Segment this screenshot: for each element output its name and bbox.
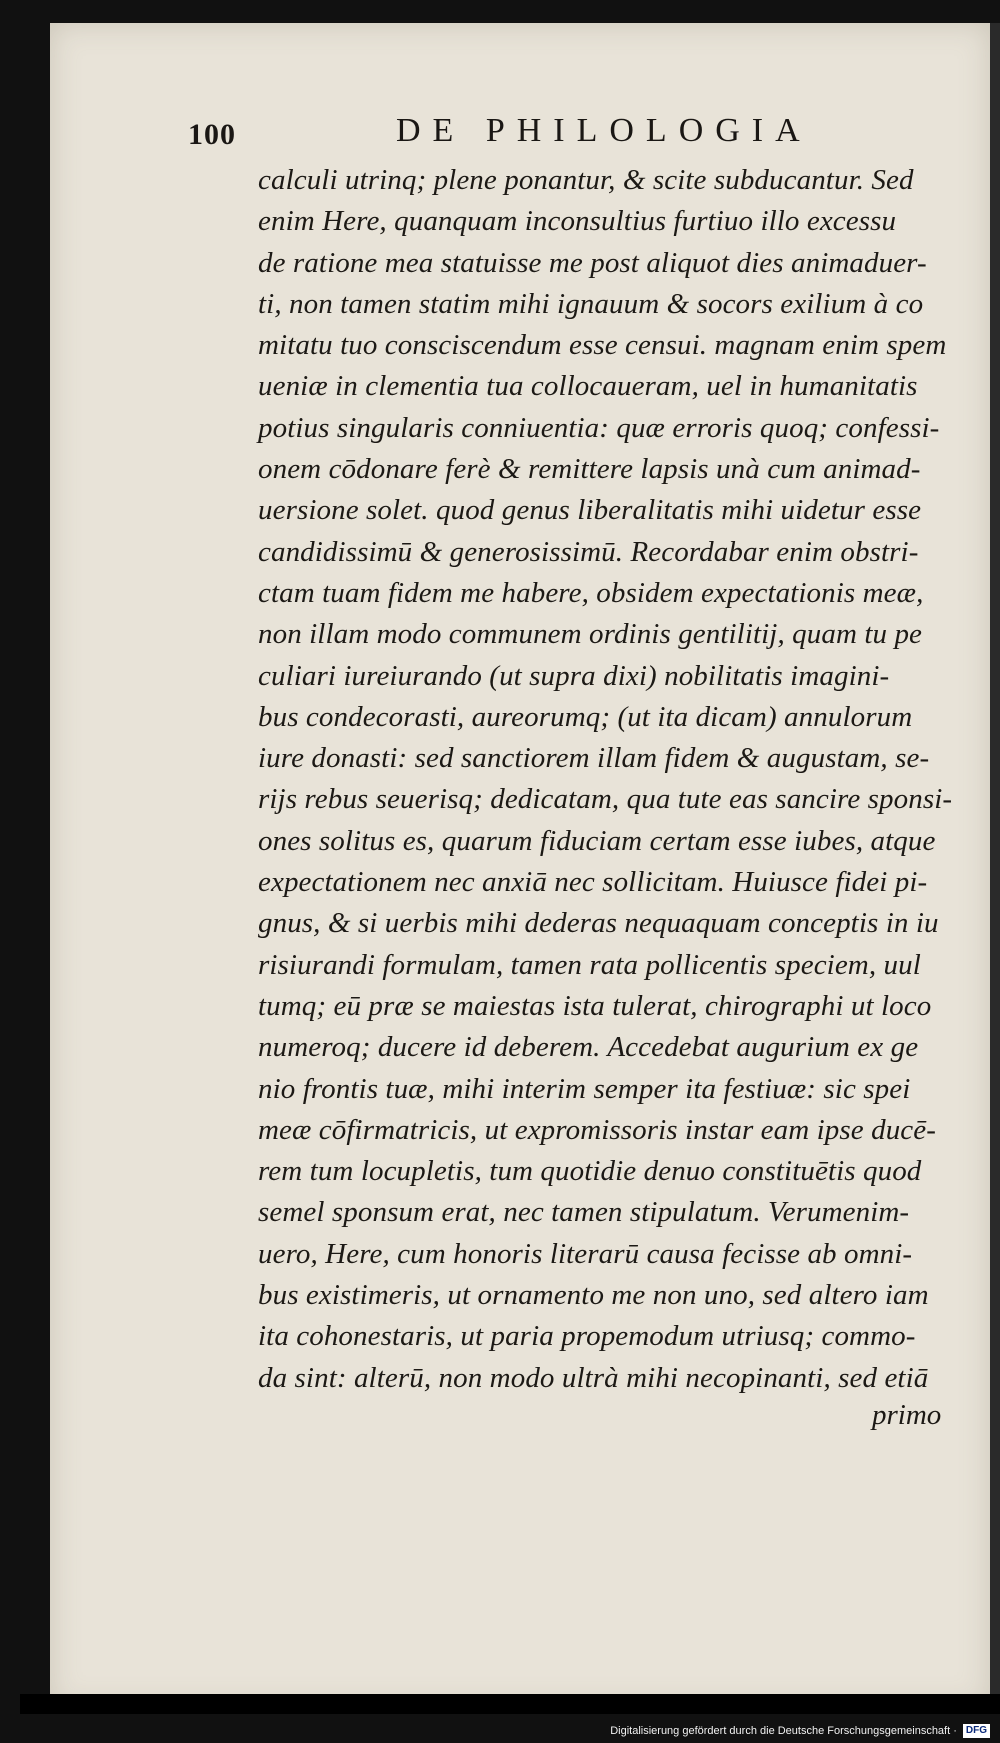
text-line: rijs rebus seuerisq; dedicatam, qua tute eas sancire sponsi- xyxy=(258,783,953,816)
text-line: meæ cōfirmatricis, ut expromissoris instar eam ipse ducē- xyxy=(258,1113,937,1146)
text-line: ueniæ in clementia tua collocaueram, uel in humanitatis xyxy=(258,370,918,403)
text-line: risiurandi formulam, tamen rata pollicentis speciem, uul xyxy=(258,948,921,981)
text-line: onem cōdonare ferè & remittere lapsis unà cum animad- xyxy=(258,453,921,486)
text-line: ctam tuam fidem me habere, obsidem expectationis meæ, xyxy=(258,576,924,609)
credit-text: Digitalisierung gefördert durch die Deutsche Forschungsgemeinschaft · xyxy=(610,1725,957,1737)
text-line: tumq; eū præ se maiestas ista tulerat, chirographi ut loco xyxy=(258,989,932,1022)
text-line: expectationem nec anxiā nec sollicitam. Huiusce fidei pi- xyxy=(258,866,928,899)
text-line: potius singularis conniuentia: quæ erroris quoq; confessi- xyxy=(258,411,940,444)
text-line: de ratione mea statuisse me post aliquot dies animaduer- xyxy=(258,246,927,279)
text-line: non illam modo communem ordinis gentilitij, quam tu pe xyxy=(258,618,923,651)
text-line: iure donasti: sed sanctiorem illam fidem & augustam, se- xyxy=(258,742,930,775)
text-line: uersione solet. quod genus liberalitatis mihi uidetur esse xyxy=(258,494,922,527)
catchword: primo xyxy=(872,1399,942,1431)
text-line: da sint: alterū, non modo ultrà mihi necopinanti, sed etiā xyxy=(258,1361,929,1394)
text-line: ones solitus es, quarum fiduciam certam esse iubes, atque xyxy=(258,824,936,857)
text-line: candidissimū & generosissimū. Recordabar enim obstri- xyxy=(258,535,919,568)
digitization-credit xyxy=(610,1722,990,1740)
text-line: uero, Here, cum honoris literarū causa fecisse ab omni- xyxy=(258,1237,913,1270)
body-text xyxy=(258,160,958,1399)
text-line: semel sponsum erat, nec tamen stipulatum. Verumenim- xyxy=(258,1196,910,1229)
text-line: ita cohonestaris, ut paria propemodum utriusq; commo- xyxy=(258,1320,916,1353)
scan-bottom-band xyxy=(20,1694,1000,1714)
running-head: DE PHILOLOGIA xyxy=(396,112,812,149)
page-header xyxy=(188,112,888,152)
text-line: enim Here, quanquam inconsultius furtiuo illo excessu xyxy=(258,205,897,238)
text-line: culiari iureiurando (ut supra dixi) nobilitatis imagini- xyxy=(258,659,890,692)
text-line: bus existimeris, ut ornamento me non uno, sed altero iam xyxy=(258,1279,929,1312)
dfg-logo: DFG xyxy=(963,1724,990,1738)
text-line: calculi utrinq; plene ponantur, & scite subducantur. Sed xyxy=(258,164,914,196)
text-line: nio frontis tuæ, mihi interim semper ita festiuæ: sic spei xyxy=(258,1072,911,1105)
text-line: gnus, & si uerbis mihi dederas nequaquam conceptis in iu xyxy=(258,907,939,940)
page-edge xyxy=(990,23,1000,1708)
text-line: rem tum locupletis, tum quotidie denuo constituētis quod xyxy=(258,1155,922,1188)
page-number: 100 xyxy=(188,118,236,151)
text-line: mitatu tuo consciscendum esse censui. magnam enim spem xyxy=(258,329,947,362)
text-line: numeroq; ducere id deberem. Accedebat augurium ex ge xyxy=(258,1031,919,1064)
text-line: ti, non tamen statim mihi ignauum & socors exilium à co xyxy=(258,287,924,320)
text-line: bus condecorasti, aureorumq; (ut ita dicam) annulorum xyxy=(258,700,913,733)
